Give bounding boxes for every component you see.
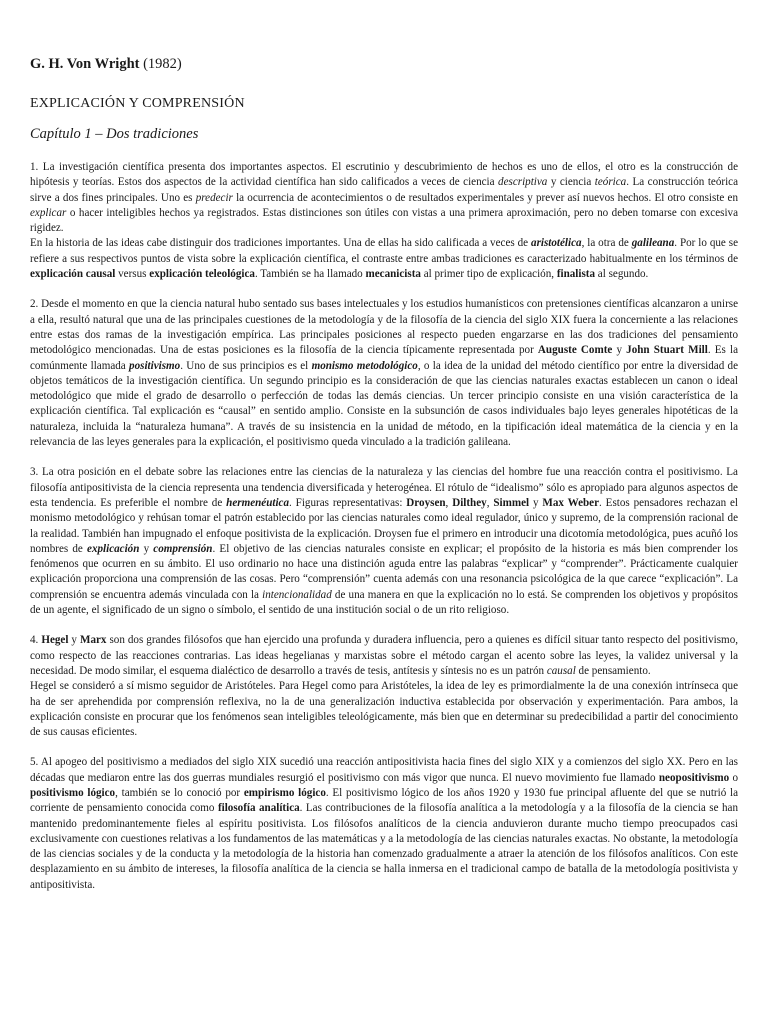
publication-year: (1982) <box>143 56 182 72</box>
author-line <box>30 56 738 73</box>
section-1-paragraph-1: 1. La investigación científica presenta dos importantes aspectos. El escrutinio y descubrimiento de hechos es uno de ellos, el otro es la construcción de hipótesis y teorías. Estos dos aspectos de la actividad científica han sido calificados a veces de ciencia descriptiva y ciencia teórica. La construcción teórica sirve a dos fines principales. Uno es predecir la ocurrencia de acontecimientos o de resultados experimentales y prever así nuevos hechos. El otro consiste en explicar o hacer inteligibles hechos ya registrados. Estas distinciones son útiles con vistas a una primera aproximación, pero no deben tomarse con excesiva rigidez. <box>30 161 738 235</box>
chapter-heading: Capítulo 1 – Dos tradiciones <box>30 126 199 142</box>
author-name: G. H. Von Wright <box>30 56 140 72</box>
document-page <box>30 56 738 908</box>
section-3 <box>30 465 738 618</box>
section-3-paragraph-1: 3. La otra posición en el debate sobre las relaciones entre las ciencias de la naturaleza y las ciencias del hombre fue una reacción contra el positivismo. La filosofía antipositivista de la ciencia representa una tendencia diversificada y heterogénea. El rótulo de “idealismo” sólo es apropiado para algunos aspectos de esta tendencia. Es preferible el nombre de hermenéutica. Figuras representativas: Droysen, Dilthey, Simmel y Max Weber. Estos pensadores rechazan el monismo metodológico y rehúsan tomar el patrón establecido por las ciencias naturales como ideal regulador, único y supremo, de la comprensión racional de la realidad. También han impugnado el enfoque positivista de la explicación. Droysen fue el primero en introducir una dicotomía metodológica, pues acuñó los nombres de explicación y comprensión. El objetivo de las ciencias naturales consiste en explicar; el propósito de la historia es más bien comprender los fenómenos que ocurren en su ámbito. El uso ordinario no hace una distinción aguda entre las palabras “explicar” y “comprender”. Prácticamente cualquier explicación proporciona una comprensión de las cosas. Pero “comprensión” cuenta además con una resonancia psicológica de la que carece “explicación”. La comprensión se encuentra además vinculada con la intencionalidad de una manera en que la explicación no lo está. Se comprenden los objetivos y propósitos de un agente, el significado de un signo o símbolo, el sentido de una institución social o de un rito religioso. <box>30 466 739 617</box>
section-5-paragraph-1: 5. Al apogeo del positivismo a mediados del siglo XIX sucedió una reacción antipositivista hacia fines del siglo XIX y a comienzos del siglo XX. Pero en las décadas que mediaron entre las dos guerras mundiales resurgió el positivismo con más vigor que nunca. El nuevo movimiento fue llamado neopositivismo o positivismo lógico, también se lo conoció por empirismo lógico. El positivismo lógico de los años 1920 y 1930 fue principal afluente del que se nutrió la corriente de pensamiento conocida como filosofía analítica. Las contribuciones de la filosofía analítica a la metodología y a la filosofía de la ciencia se han mantenido predominantemente fieles al espíritu positivista. Los filósofos analíticos de la ciencia anduvieron durante mucho tiempo preocupados casi exclusivamente con cuestiones relativas a los fundamentos de las matemáticas y a la metodología de las ciencias naturales exactas. No obstante, la metodología de las ciencias sociales y de la conducta y la metodología de la historia han comenzado gradualmente a atraer la atención de los filósofos analíticos. Con este desplazamiento en su ámbito de intereses, la filosofía analítica de la ciencia se halla inmersa en el tradicional campo de batalla de la metodología positivista y antipositivista. <box>30 756 739 891</box>
section-1-paragraph-2: En la historia de las ideas cabe distinguir dos tradiciones importantes. Una de ellas ha sido calificada a veces de aristotélica, la otra de galileana. Por lo que se refiere a sus respectivos puntos de vista sobre la explicación científica, el contraste entre ambas tradiciones es caracterizado habitualmente en los términos de explicación causal versus explicación teleológica. También se ha llamado mecanicista al primer tipo de explicación, finalista al segundo. <box>30 237 739 281</box>
section-4-paragraph-1: 4. Hegel y Marx son dos grandes filósofos que han ejercido una profunda y duradera influencia, pero a quienes es difícil situar tanto respecto del positivismo, como respecto de las reacciones contrarias. Las ideas hegelianas y marxistas sobre el método cargan el acento sobre las leyes, la validez universal y la necesidad. De modo similar, el esquema dialéctico de desarrollo a través de tesis, antítesis y síntesis no es un patrón causal de pensamiento. <box>30 634 739 677</box>
section-2 <box>30 297 738 450</box>
section-2-paragraph-1: 2. Desde el momento en que la ciencia natural hubo sentado sus bases intelectuales y los estudios humanísticos con pretensiones científicas alcanzaron a unirse a ella, resultó natural que una de las principales cuestiones de la metodología y de la filosofía de la ciencia del siglo XIX fuera la concerniente a las relaciones entre estas dos ramas de la investigación empírica. Las principales posiciones al respecto pueden engarzarse en las dos tradiciones del pensamiento metodológico mencionadas. Una de estas posiciones es la filosofía de la ciencia típicamente representada por Auguste Comte y John Stuart Mill. Es la comúnmente llamada positivismo. Uno de sus principios es el monismo metodológico, o la idea de la unidad del método científico por entre la diversidad de objetos temáticos de la investigación científica. Un segundo principio es la consideración de que las ciencias naturales exactas establecen un canon o ideal metodológico que mide el grado de desarrollo o perfección de todas las demás ciencias. Un tercer principio consiste en una visión característica de la explicación científica. Tal explicación es “causal” en sentido amplio. Consiste en la subsunción de casos individuales bajo leyes generales hipotéticas de la naturaleza, incluida la “naturaleza humana”. A través de su insistencia en la unidad de método, en la tipificación ideal matemática de la ciencia y en la relevancia de las leyes generales para la explicación, el positivismo queda vinculado a la tradición galileana. <box>30 298 739 449</box>
section-4 <box>30 633 738 740</box>
section-5 <box>30 755 738 893</box>
section-1 <box>30 160 738 282</box>
section-4-paragraph-2: Hegel se consideró a sí mismo seguidor de Aristóteles. Para Hegel como para Aristóteles, la idea de ley es primordialmente la de una conexión intrínseca que ha de ser aprehendida por comprensión reflexiva, no la de una generalización inductiva establecida por observación y experimentación. Para ambos, la explicación consiste en procurar que los fenómenos sean inteligibles teleológicamente, más bien que en determinar su predecibilidad a partir del conocimiento de sus causas eficientes. <box>30 680 738 739</box>
document-title: EXPLICACIÓN Y COMPRENSIÓN <box>30 96 245 111</box>
